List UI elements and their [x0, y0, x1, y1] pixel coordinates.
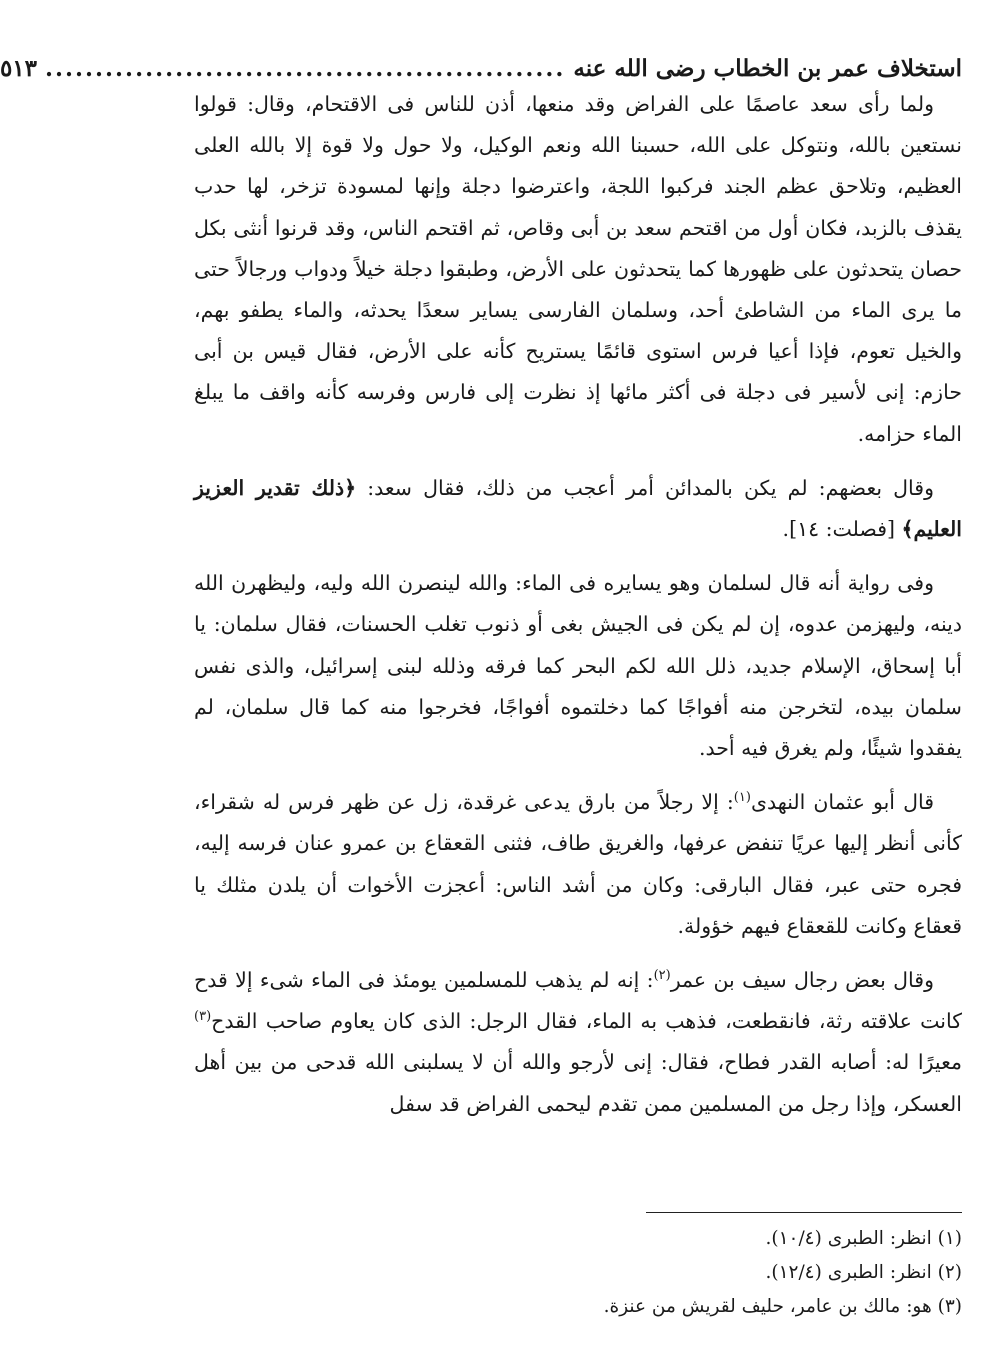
paragraph-3: وفى رواية أنه قال لسلمان وهو يسايره فى الماء: والله لينصرن الله وليه، وليظهرن الله دينه، وليهزمن عدوه، إن لم يكن فى الجيش بغى أو ذنوب تغلب الحسنات، فقال سلمان: يا أبا إسحاق، الإسلام جديد، ذلل الله لكم البحر كما فرقه وذلله لبنى إسرائيل، والذى نفس سلمان بيده، لتخرجن منه أفواجًا كما دخلتموه أفواجًا، فخرجوا منه كما قال سلمان، لم يفقدوا شيئًا، ولم يغرق فيه أحد.: [194, 571, 962, 761]
footnotes: [196, 1222, 962, 1324]
paragraph-1: ولما رأى سعد عاصمًا على الفراض وقد منعها، أذن للناس فى الاقتحام، وقال: قولوا نستعين بالله، ونتوكل على الله، حسبنا الله ونعم الوكيل، ولا حول ولا قوة إلا بالله العلى العظيم، وتلاحق عظم الجند فركبوا اللجة، واعترضوا دجلة وإنها لمسودة تزخر، لها حدب يقذف بالزبد، فكان أول من اقتحم سعد بن أبى وقاص، ثم اقتحم الناس، وقد قرنوا أنثى بكل حصان يتحدثون على ظهورها كما يتحدثون على الأرض، وطبقوا دجلة خيلاً ودواب ورجالاً حتى ما يرى الماء من الشاطئ أحد، وسلمان الفارسى يساير سعدًا يحدثه، والماء يطفو بهم، والخيل تعوم، فإذا أعيا فرس استوى قائمًا يستريح كأنه على الأرض، فقال قيس بن أبى حازم: إنى لأسير فى دجلة فى أكثر مائها إذ نظرت إلى فارس وفرسه كأنه واقف ما يبلغ الماء حزامه.: [194, 92, 962, 446]
quran-quote: ﴿ذلك تقدير العزيز العليم﴾: [194, 475, 962, 542]
page-number: ٥١٣: [0, 54, 37, 82]
footnote-ref-1: (١): [733, 790, 751, 806]
paragraph-2: [194, 468, 962, 550]
paragraph-4-text: : إلا رجلاً من بارق يدعى غرقدة، زل عن ظهر فرس له شقراء، كأنى أنظر إليها عريًا تنفض عرفها، والغريق طاف، فثنى القعقاع بن عمرو عنان فرسه إليه، فجره حتى عبر، فقال البارقى: وكان من أشد الناس: أعجزت الأخوات أن يلدن مثلك يا قعقاع وكانت للقعقاع فيهم خؤولة.: [194, 790, 962, 938]
paragraph-5-lead: وقال بعض رجال سيف بن عمر: [670, 968, 934, 993]
paragraph-4-lead: قال أبو عثمان النهدى: [750, 790, 935, 815]
footnote-ref-3: (٣): [194, 1009, 212, 1025]
running-title: استخلاف عمر بن الخطاب رضى الله عنه: [573, 54, 962, 82]
dot-leader: ....................................................: [45, 54, 566, 82]
main-text: [194, 84, 962, 1138]
footnote-1: (١) انظر: الطبرى (١٠/٤).: [765, 1228, 962, 1249]
quran-reference: [فصلت: ١٤].: [782, 517, 902, 542]
paragraph-5: [194, 960, 962, 1125]
paragraph-4: [194, 782, 962, 947]
footnote-separator: [646, 1212, 962, 1213]
footnote-2: (٢) انظر: الطبرى (١٢/٤).: [765, 1262, 962, 1283]
footnote-ref-2: (٢): [653, 968, 671, 984]
paragraph-5-tail: معيرًا له: أصابه القدر فطاح، فقال: إنى لأرجو والله أن لا يسلبنى الله قدحى من بين أهل العسكر، وإذا رجل من المسلمين ممن تقدم ليحمى الفراض قد سفل: [194, 1050, 962, 1116]
footnote-3: (٣) هو: مالك بن عامر، حليف لقريش من عنزة.: [603, 1296, 962, 1317]
paragraph-5-text: : إنه لم يذهب للمسلمين يومئذ فى الماء شىء إلا قدح كانت علاقته رثة، فانقطعت، فذهب به الماء، فقال الرجل: الذى كان يعاوم صاحب القدح: [194, 968, 962, 1034]
paragraph-2-text: وقال بعضهم: لم يكن بالمدائن أمر أعجب من ذلك، فقال سعد:: [356, 475, 934, 500]
